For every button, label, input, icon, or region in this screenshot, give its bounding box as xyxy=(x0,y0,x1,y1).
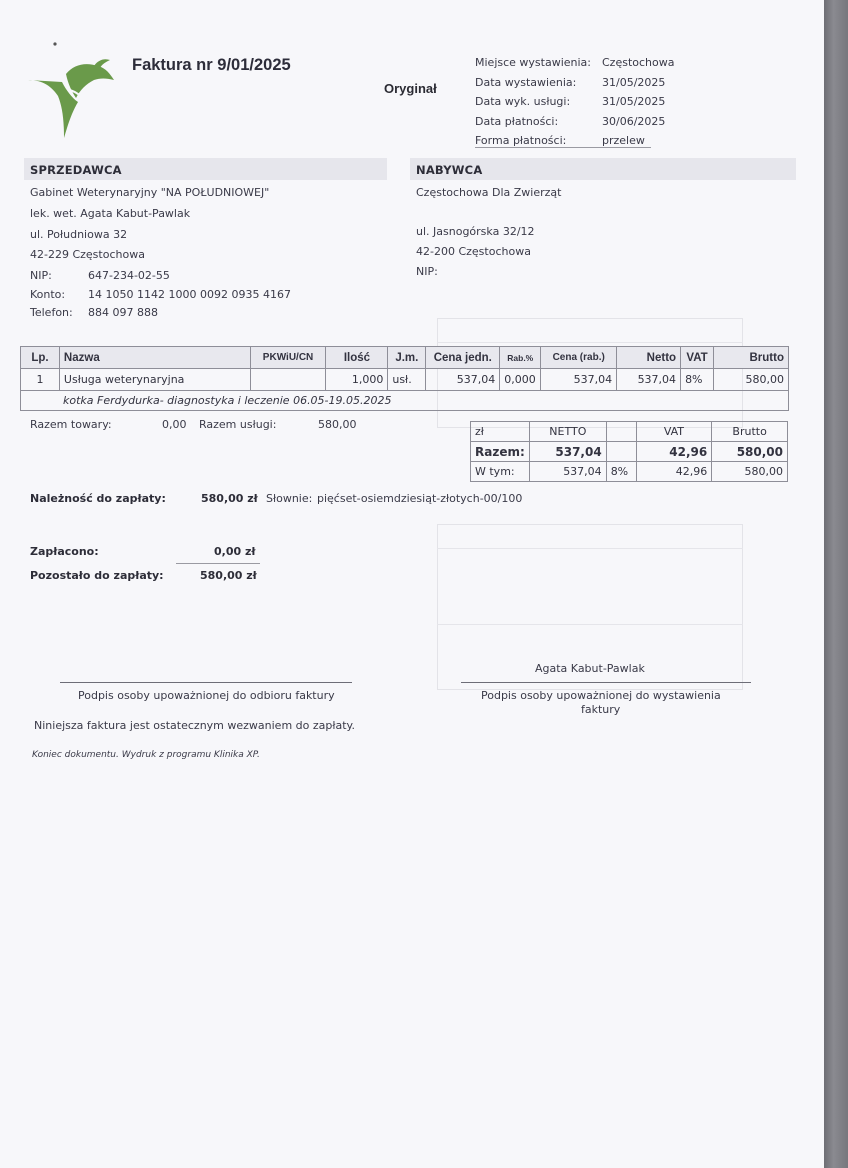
summary-total-net: 537,04 xyxy=(529,442,606,462)
col-header-price-disc: Cena (rab.) xyxy=(541,347,617,369)
logo-leaf xyxy=(28,80,78,138)
issue-date-value: 31/05/2025 xyxy=(602,76,666,89)
scan-edge xyxy=(824,0,848,1168)
col-header-pkwiu: PKWiU/CN xyxy=(250,347,326,369)
summary-breakdown-vat: 42,96 xyxy=(636,462,712,482)
item-discount: 0,000 xyxy=(500,369,541,391)
logo-bird xyxy=(66,64,114,98)
summary-header-net: NETTO xyxy=(529,422,606,442)
summary-total-row xyxy=(471,442,788,462)
final-notice: Niniejsza faktura jest ostatecznym wezwaniem do zapłaty. xyxy=(34,719,355,732)
meta-underline xyxy=(475,147,651,148)
logo-bird-head xyxy=(94,59,110,68)
issuer-signature-caption-line2: faktury xyxy=(581,703,621,716)
logo-dot xyxy=(53,42,56,45)
summary-total-vat: 42,96 xyxy=(636,442,712,462)
seller-street: ul. Południowa 32 xyxy=(30,228,128,241)
amount-words-value: pięćset-osiemdziesiąt-złotych-00/100 xyxy=(317,492,523,505)
amount-due-label: Należność do zapłaty: xyxy=(30,492,166,505)
seller-nip: 647-234-02-55 xyxy=(88,269,170,282)
issue-date-label: Data wystawienia: xyxy=(475,76,577,89)
goods-total-value: 0,00 xyxy=(162,418,187,431)
summary-currency: zł xyxy=(471,422,530,442)
paid-underline xyxy=(176,563,260,564)
issue-place-label: Miejsce wystawienia: xyxy=(475,56,591,69)
summary-breakdown-label: W tym: xyxy=(471,462,530,482)
item-description: kotka Ferdydurka- diagnostyka i leczenie 06.05-19.05.2025 xyxy=(21,391,789,411)
services-total-value: 580,00 xyxy=(318,418,357,431)
document-footer: Koniec dokumentu. Wydruk z programu Klinika XP. xyxy=(32,750,260,760)
buyer-street: ul. Jasnogórska 32/12 xyxy=(416,225,535,238)
buyer-city: 42-200 Częstochowa xyxy=(416,245,531,258)
col-header-vat: VAT xyxy=(681,347,714,369)
col-header-gross: Brutto xyxy=(714,347,789,369)
summary-header-row xyxy=(471,422,788,442)
item-name: Usługa weterynaryjna xyxy=(59,369,250,391)
bleed-through-line xyxy=(437,548,743,549)
item-vat: 8% xyxy=(681,369,714,391)
seller-name: Gabinet Weterynaryjny "NA POŁUDNIOWEJ" xyxy=(30,186,270,199)
item-pkwiu xyxy=(250,369,326,391)
summary-breakdown-net: 537,04 xyxy=(529,462,606,482)
invoice-title: Faktura nr 9/01/2025 xyxy=(132,56,291,74)
summary-total-label: Razem: xyxy=(471,442,530,462)
item-lp: 1 xyxy=(21,369,60,391)
seller-phone-label: Telefon: xyxy=(30,306,73,319)
col-header-unit: J.m. xyxy=(388,347,426,369)
col-header-name: Nazwa xyxy=(59,347,250,369)
bleed-through-line xyxy=(437,624,743,625)
receiver-signature-line xyxy=(60,682,352,683)
clinic-logo xyxy=(22,40,122,144)
summary-header-vat: VAT xyxy=(636,422,712,442)
col-header-price: Cena jedn. xyxy=(426,347,500,369)
remaining-label: Pozostało do zapłaty: xyxy=(30,569,164,582)
services-total-label: Razem usługi: xyxy=(199,418,277,431)
summary-total-gross: 580,00 xyxy=(712,442,788,462)
item-description-row xyxy=(21,391,789,411)
summary-breakdown-gross: 580,00 xyxy=(712,462,788,482)
buyer-name: Częstochowa Dla Zwierząt xyxy=(416,186,562,199)
payment-method-value: przelew xyxy=(602,134,645,147)
item-qty: 1,000 xyxy=(326,369,388,391)
items-table xyxy=(20,346,789,411)
item-net: 537,04 xyxy=(617,369,681,391)
seller-phone: 884 097 888 xyxy=(88,306,158,319)
issuer-signature-caption: Podpis osoby upoważnionej do wystawienia xyxy=(481,689,721,702)
buyer-heading: NABYWCA xyxy=(416,163,483,177)
table-row xyxy=(21,369,789,391)
issuer-name: Agata Kabut-Pawlak xyxy=(535,662,645,675)
summary-breakdown-row xyxy=(471,462,788,482)
issuer-signature-line xyxy=(461,682,751,683)
summary-total-rate xyxy=(606,442,636,462)
seller-account-label: Konto: xyxy=(30,288,66,301)
seller-heading: SPRZEDAWCA xyxy=(30,163,122,177)
service-date-value: 31/05/2025 xyxy=(602,95,666,108)
seller-nip-label: NIP: xyxy=(30,269,52,282)
summary-header-gross: Brutto xyxy=(712,422,788,442)
bleed-through-line xyxy=(437,342,743,343)
items-header-row xyxy=(21,347,789,369)
issue-place-value: Częstochowa xyxy=(602,56,675,69)
payment-date-label: Data płatności: xyxy=(475,115,559,128)
vat-summary-table xyxy=(470,421,788,482)
payment-date-value: 30/06/2025 xyxy=(602,115,666,128)
summary-header-rate xyxy=(606,422,636,442)
item-gross: 580,00 xyxy=(714,369,789,391)
col-header-net: Netto xyxy=(617,347,681,369)
paid-label: Zapłacono: xyxy=(30,545,99,558)
amount-due-value: 580,00 zł xyxy=(201,492,258,505)
goods-total-label: Razem towary: xyxy=(30,418,112,431)
seller-city: 42-229 Częstochowa xyxy=(30,248,145,261)
col-header-qty: Ilość xyxy=(326,347,388,369)
copy-label: Oryginał xyxy=(384,81,437,96)
amount-words-label: Słownie: xyxy=(266,492,313,505)
col-header-discount: Rab.% xyxy=(500,347,541,369)
buyer-nip-label: NIP: xyxy=(416,265,438,278)
remaining-value: 580,00 zł xyxy=(200,569,257,582)
receiver-signature-caption: Podpis osoby upoważnionej do odbioru faktury xyxy=(78,689,335,702)
summary-breakdown-rate: 8% xyxy=(606,462,636,482)
item-price: 537,04 xyxy=(426,369,500,391)
seller-account: 14 1050 1142 1000 0092 0935 4167 xyxy=(88,288,291,301)
col-header-lp: Lp. xyxy=(21,347,60,369)
item-price-disc: 537,04 xyxy=(541,369,617,391)
seller-person: lek. wet. Agata Kabut-Pawlak xyxy=(30,207,191,220)
payment-method-label: Forma płatności: xyxy=(475,134,567,147)
paid-value: 0,00 zł xyxy=(214,545,256,558)
item-unit: usł. xyxy=(388,369,426,391)
service-date-label: Data wyk. usługi: xyxy=(475,95,571,108)
